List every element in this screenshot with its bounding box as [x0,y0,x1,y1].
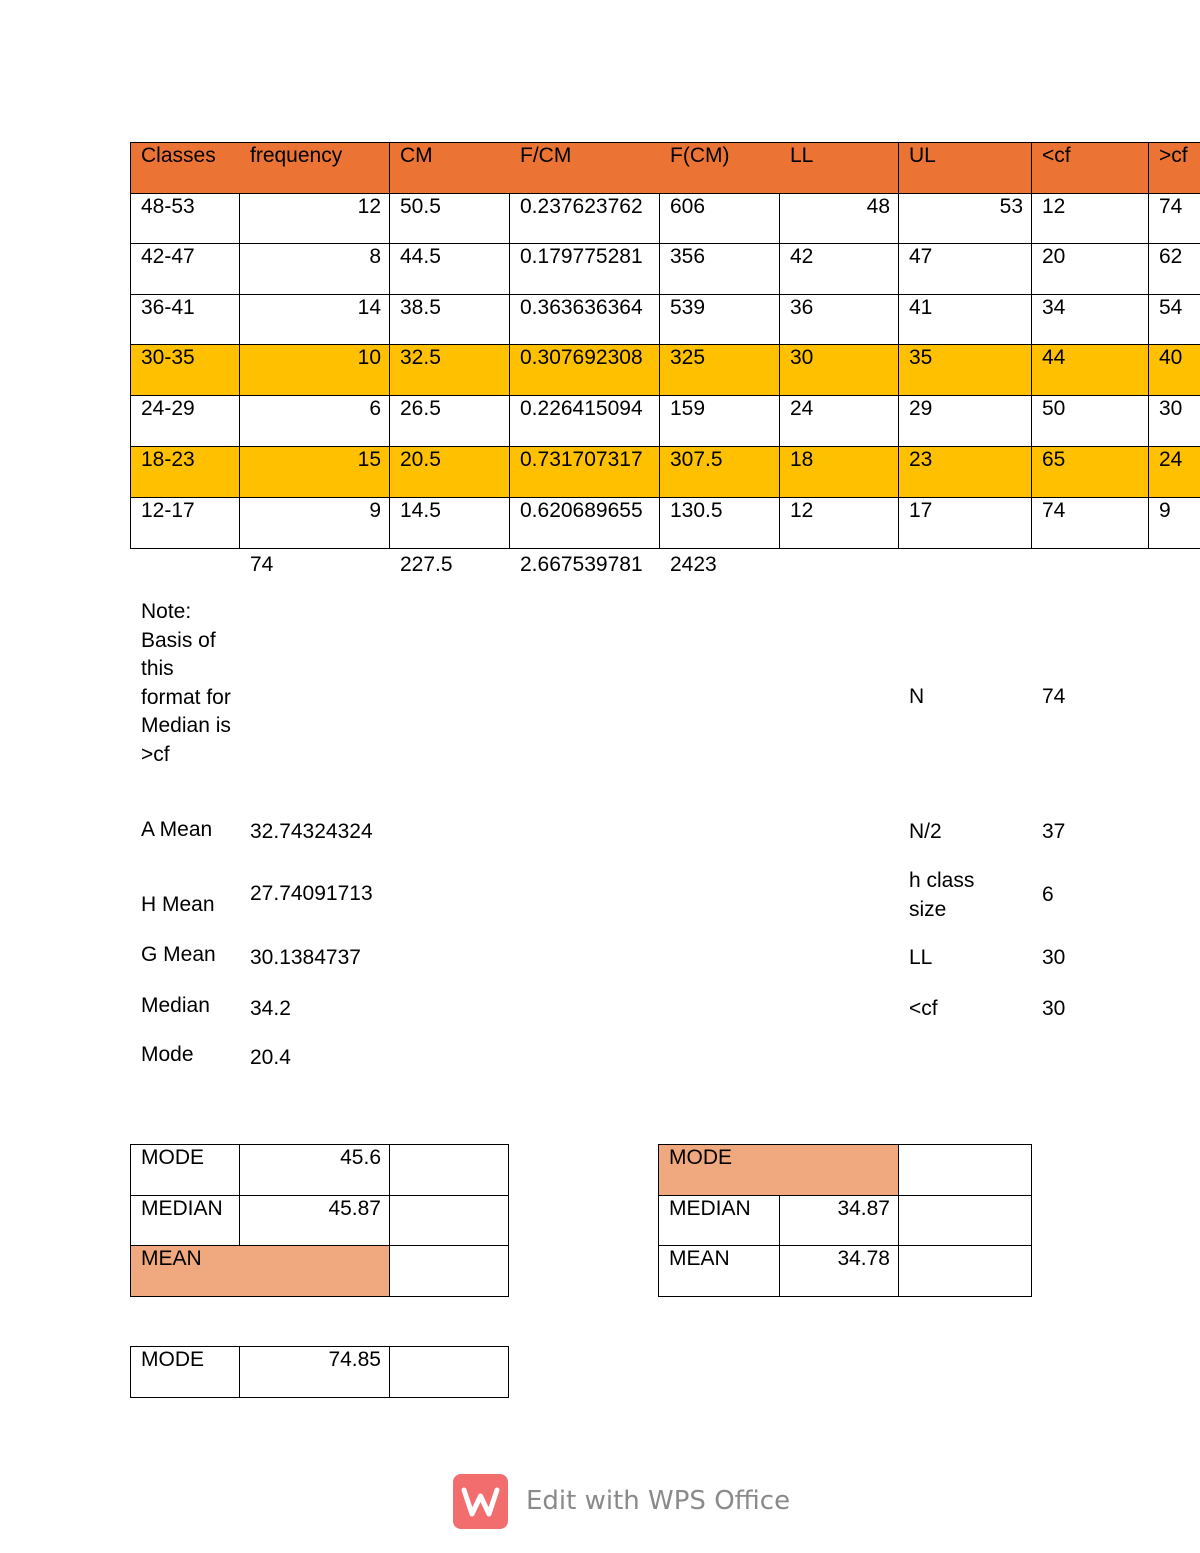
table-b-median-value: 34.87 [837,1197,890,1220]
col-divider [389,142,390,549]
table-b-median-label: MEDIAN [669,1197,751,1220]
col-divider [658,1144,659,1297]
cell-gcf: 74 [1159,195,1183,218]
row-divider [130,193,1200,194]
cell-fcm: 307.5 [670,448,723,471]
col-divider [509,193,510,549]
calc-label-ll: LL [909,946,933,969]
cell-cm: 32.5 [400,346,441,369]
stat-value-g-mean: 30.1384737 [250,946,361,969]
cell-gcf: 24 [1159,448,1183,471]
cell-lcf: 12 [1042,195,1066,218]
stat-label-g-mean: G Mean [141,943,216,966]
table-a-median-label: MEDIAN [141,1197,223,1220]
header-frequency: frequency [250,144,343,167]
col-divider [898,1144,899,1297]
cell-frequency: 14 [357,296,381,319]
cell-ul: 41 [909,296,933,319]
cell-frequency: 15 [357,448,381,471]
cell-fcm: 539 [670,296,706,319]
row-divider [658,1245,1032,1246]
calc-label-n: N [909,685,925,708]
cell-fcm: 325 [670,346,706,369]
cell-gcf: 40 [1159,346,1183,369]
table-a-mode-label: MODE [141,1146,204,1169]
table-a-mode-value: 45.6 [340,1146,381,1169]
row-divider [130,344,1200,345]
col-divider [389,1144,390,1297]
col-divider [1031,1144,1032,1297]
col-divider [779,1195,780,1297]
cell-ul: 23 [909,448,933,471]
header-greater-cf: >cf [1159,144,1188,167]
row-divider [130,1195,509,1196]
cell-ul: 35 [909,346,933,369]
table-border-bottom [130,548,1200,549]
col-divider [239,193,240,549]
table-a-mean-label: MEAN [141,1247,202,1270]
cell-classes: 12-17 [141,499,195,522]
col-divider [508,1346,509,1398]
table-b-mode-label: MODE [669,1146,732,1169]
total-f-cm: 2.667539781 [520,553,643,576]
header-fcm: F(CM) [670,144,730,167]
cell-classes: 42-47 [141,245,195,268]
table-b-mean-value: 34.78 [837,1247,890,1270]
cell-gcf: 54 [1159,296,1183,319]
col-divider [239,1144,240,1245]
cell-classes: 30-35 [141,346,195,369]
stat-label-median: Median [141,994,210,1017]
cell-ll: 30 [790,346,814,369]
cell-frequency: 6 [369,397,381,420]
cell-fcm: 159 [670,397,706,420]
calc-value-less-cf: 30 [1042,997,1066,1020]
col-divider [1031,142,1032,549]
cell-ll: 12 [790,499,814,522]
calc-label-less-cf: <cf [909,997,938,1020]
cell-fcm: 606 [670,195,706,218]
col-divider [130,1144,131,1297]
cell-lcf: 44 [1042,346,1066,369]
row-divider [130,497,1200,498]
header-less-cf: <cf [1042,144,1071,167]
cell-classes: 36-41 [141,296,195,319]
header-classes: Classes [141,144,216,167]
cell-ul: 17 [909,499,933,522]
row-divider [658,1195,1032,1196]
cell-fcm: 356 [670,245,706,268]
cell-ul: 29 [909,397,933,420]
cell-classes: 24-29 [141,397,195,420]
calc-label-class-size: h class size [909,869,975,921]
calc-value-ll: 30 [1042,946,1066,969]
cell-ll: 42 [790,245,814,268]
row-divider [130,1397,509,1398]
cell-gcf: 9 [1159,499,1171,522]
cell-cm: 26.5 [400,397,441,420]
calc-label-n-half: N/2 [909,820,942,843]
col-divider [389,1346,390,1398]
cell-classes: 18-23 [141,448,195,471]
calc-value-n: 74 [1042,685,1066,708]
table-c-mode-value: 74.85 [328,1348,381,1371]
col-divider [1148,142,1149,549]
median-note: Note: Basis of this format for Median is >cf [141,600,231,766]
table-b-mean-label: MEAN [669,1247,730,1270]
cell-frequency: 9 [369,499,381,522]
cell-cm: 50.5 [400,195,441,218]
row-divider [130,1144,509,1145]
cell-cm: 38.5 [400,296,441,319]
col-divider [659,193,660,549]
wps-edit-link[interactable]: Edit with WPS Office [526,1486,791,1516]
row-divider [130,243,1200,244]
cell-frequency: 10 [357,346,381,369]
cell-lcf: 74 [1042,499,1066,522]
stat-label-a-mean: A Mean [141,818,213,841]
table-c-mode-label: MODE [141,1348,204,1371]
stat-value-median: 34.2 [250,997,291,1020]
col-divider [130,142,131,549]
col-divider [898,142,899,549]
cell-f-cm: 0.226415094 [520,397,643,420]
cell-lcf: 65 [1042,448,1066,471]
header-cm: CM [400,144,433,167]
col-divider [508,1144,509,1297]
stat-value-a-mean: 32.74324324 [250,820,373,843]
cell-lcf: 34 [1042,296,1066,319]
stat-value-mode: 20.4 [250,1046,291,1069]
cell-cm: 20.5 [400,448,441,471]
cell-ll: 48 [866,195,890,218]
header-f-cm: F/CM [520,144,572,167]
row-divider [130,446,1200,447]
row-divider [130,395,1200,396]
row-divider [658,1296,1032,1297]
col-divider [239,1346,240,1398]
row-divider [130,1296,509,1297]
total-fcm: 2423 [670,553,717,576]
cell-lcf: 20 [1042,245,1066,268]
cell-f-cm: 0.620689655 [520,499,643,522]
calc-value-class-size: 6 [1042,883,1054,906]
cell-f-cm: 0.179775281 [520,245,643,268]
calc-value-n-half: 37 [1042,820,1066,843]
row-divider [658,1144,1032,1145]
cell-gcf: 62 [1159,245,1183,268]
table-border-top [130,142,1200,143]
cell-ll: 24 [790,397,814,420]
row-divider [130,1245,509,1246]
cell-f-cm: 0.307692308 [520,346,643,369]
total-cm: 227.5 [400,553,453,576]
cell-fcm: 130.5 [670,499,723,522]
cell-ul: 47 [909,245,933,268]
cell-frequency: 12 [357,195,381,218]
stat-label-mode: Mode [141,1043,194,1066]
cell-ul: 53 [999,195,1023,218]
cell-lcf: 50 [1042,397,1066,420]
row-divider [130,294,1200,295]
cell-gcf: 30 [1159,397,1183,420]
header-ll: LL [790,144,814,167]
total-frequency: 74 [250,553,274,576]
stat-value-h-mean: 27.74091713 [250,882,373,905]
cell-cm: 14.5 [400,499,441,522]
cell-frequency: 8 [369,245,381,268]
cell-ll: 18 [790,448,814,471]
stat-label-h-mean: H Mean [141,893,215,916]
header-ul: UL [909,144,936,167]
col-divider [779,193,780,549]
table-a-median-value: 45.87 [328,1197,381,1220]
cell-f-cm: 0.363636364 [520,296,643,319]
cell-ll: 36 [790,296,814,319]
cell-classes: 48-53 [141,195,195,218]
row-divider [130,1346,509,1347]
cell-cm: 44.5 [400,245,441,268]
cell-f-cm: 0.237623762 [520,195,643,218]
col-divider [130,1346,131,1398]
wps-logo-icon[interactable] [453,1474,508,1529]
cell-f-cm: 0.731707317 [520,448,643,471]
